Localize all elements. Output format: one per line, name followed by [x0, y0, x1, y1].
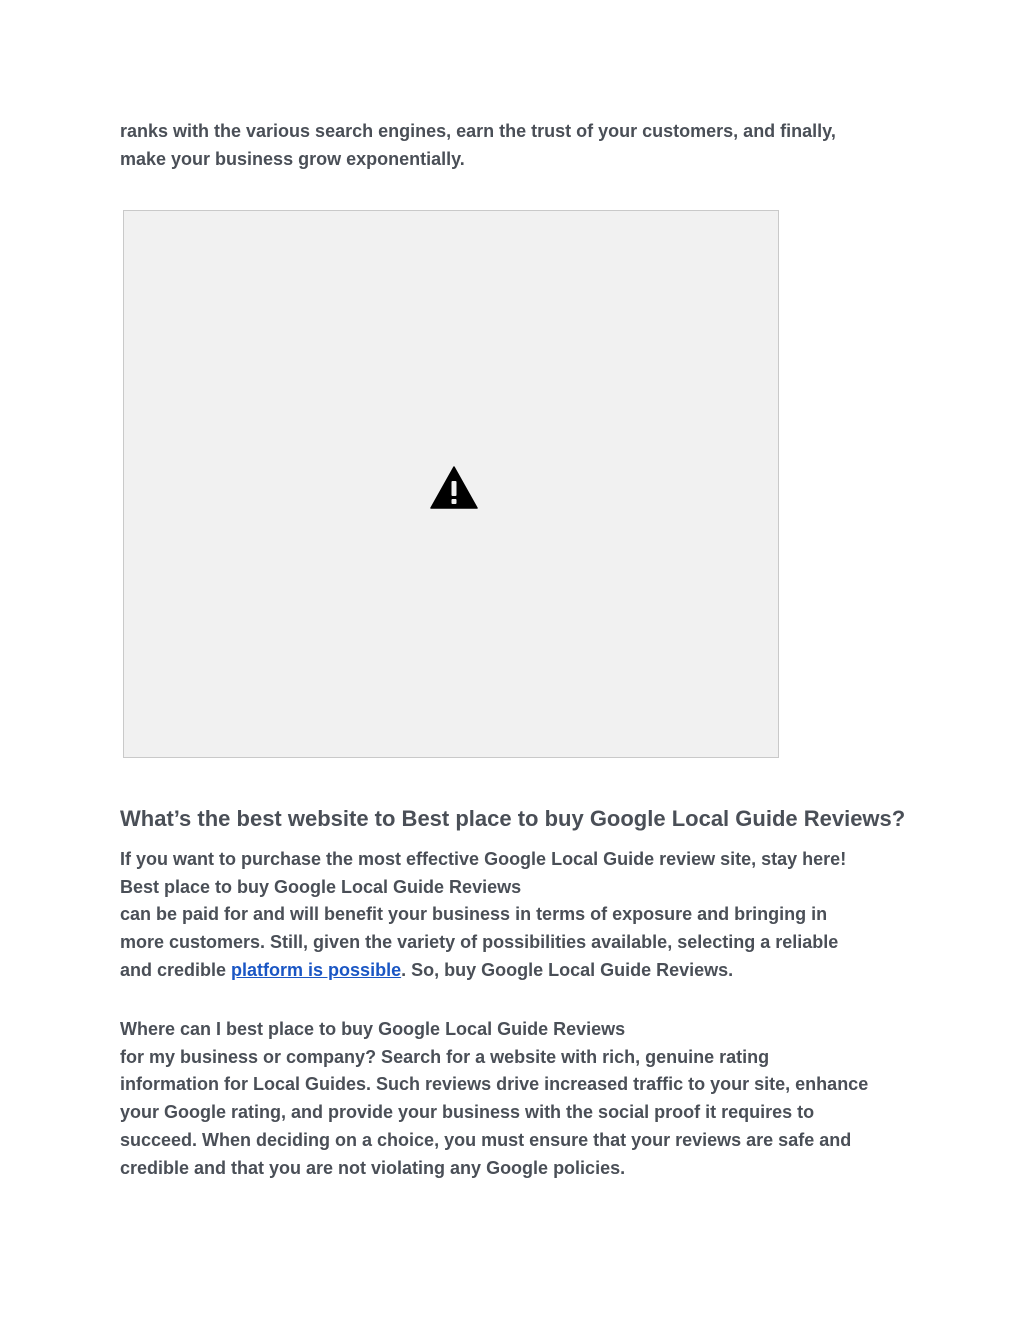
paragraph-line — [120, 957, 920, 985]
paragraph-line: can be paid for and will benefit your business in terms of exposure and bringing in — [120, 904, 828, 925]
paragraph-line: If you want to purchase the most effective Google Local Guide review site, stay here! — [120, 849, 847, 869]
paragraph-line: your Google rating, and provide your business with the social proof it requires to — [120, 1102, 815, 1123]
paragraph-line: more customers. Still, given the variety of possibilities available, selecting a reliable — [120, 932, 839, 953]
text-after-link: . So, buy Google Local Guide Reviews. — [401, 959, 734, 980]
paragraph-line: Where can I best place to buy Google Local Guide Reviews — [120, 1019, 626, 1039]
intro-line: make your business grow exponentially. — [120, 149, 465, 169]
paragraph-line: for my business or company? Search for a website with rich, genuine rating — [120, 1046, 770, 1067]
paragraph-line: credible and that you are not violating any Google policies. — [120, 1157, 626, 1178]
text-before-link: and credible — [120, 959, 232, 980]
section-heading: What’s the best website to Best place to buy Google Local Guide Reviews? — [120, 806, 906, 831]
intro-line: ranks with the various search engines, earn the trust of your customers, and finally, — [120, 121, 836, 141]
warning-icon — [430, 466, 478, 510]
paragraph-line: Best place to buy Google Local Guide Reviews — [120, 876, 522, 897]
paragraph-line: information for Local Guides. Such reviews drive increased traffic to your site, enhance — [120, 1074, 869, 1095]
paragraph-best-site — [120, 846, 920, 985]
platform-link[interactable]: platform is possible — [231, 959, 402, 980]
intro-paragraph — [120, 117, 910, 173]
paragraph-where-to-buy — [120, 1016, 920, 1182]
paragraph-line: succeed. When deciding on a choice, you must ensure that your reviews are safe and — [120, 1129, 852, 1150]
broken-image-placeholder — [123, 210, 779, 758]
